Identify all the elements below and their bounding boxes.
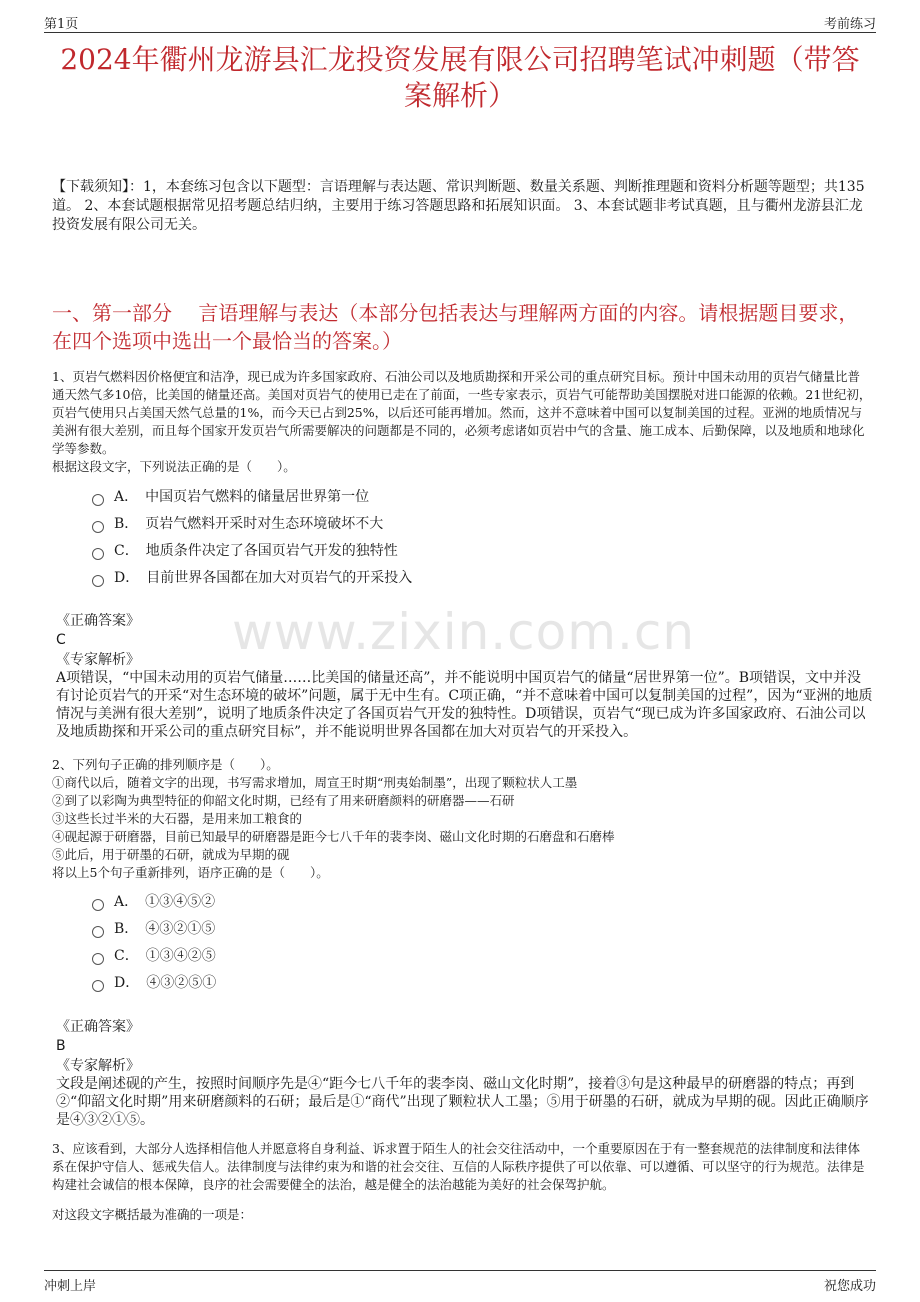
q1-option-b[interactable]: [92, 511, 412, 538]
radio-icon[interactable]: [92, 980, 104, 992]
option-label: D． 目前世界各国都在加大对页岩气的开采投入: [114, 570, 413, 586]
answer-label: 《正确答案》: [56, 613, 140, 629]
page-header: [44, 10, 876, 33]
question-2-answer: [56, 1018, 874, 1129]
q1-option-a[interactable]: [92, 484, 412, 511]
question-1-prompt: 根据这段文字，下列说法正确的是（ ）。: [52, 459, 296, 474]
question-3-prompt: 对这段文字概括最为准确的一项是：: [52, 1207, 253, 1222]
question-3: [52, 1140, 872, 1224]
q2-line: ④砚起源于研磨器，目前已知最早的研磨器是距今七八千年的裴李岗、磁山文化时期的石磨盘和石磨棒: [52, 829, 615, 844]
q2-line: ③这些长过半米的大石器，是用来加工粮食的: [52, 811, 303, 826]
q2-line: 将以上5个句子重新排列，语序正确的是（ ）。: [52, 865, 329, 880]
q2-option-d[interactable]: [92, 970, 216, 997]
q2-option-b[interactable]: [92, 916, 216, 943]
question-2-options: [92, 889, 216, 997]
analysis-text: A项错误，“中国未动用的页岩气储量……比美国的储量还高”，并不能说明中国页岩气的储量“居世界第一位”。B项错误，文中并没有讨论页岩气的开采“对生态环境的破坏”问题，属于无中生有。C项正确，“并不意味着中国可以复制美国的过程”，因为“亚洲的地质情况与美洲有很大差别”，说明了地质条件决定了各国页岩气开发的独特性。D项错误，页岩气“现已成为许多国家政府、石油公司以及地质勘探和开采公司的重点研究目标”，并不能说明世界各国都在加大对页岩气的开采投入。: [56, 670, 873, 740]
page-number: 第1页: [44, 17, 79, 32]
question-2: [52, 756, 872, 882]
q1-option-c[interactable]: [92, 538, 412, 565]
q2-line: 2、下列句子正确的排列顺序是（ ）。: [52, 757, 279, 772]
radio-icon[interactable]: [92, 926, 104, 938]
page-footer: [44, 1270, 876, 1295]
radio-icon[interactable]: [92, 494, 104, 506]
analysis-label: 《专家解析》: [56, 652, 140, 668]
option-label: B． 页岩气燃料开采时对生态环境破坏不大: [114, 516, 384, 532]
question-1-text: 1、页岩气燃料因价格便宜和洁净，现已成为许多国家政府、石油公司以及地质勘探和开采公司的重点研究目标。预计中国未动用的页岩气储量比普通天然气多10倍，比美国的储量还高。美国对页岩气的使用已走在了前面，一些专家表示，页岩气可能帮助美国摆脱对进口能源的依赖。21世纪初，页岩气使用只占美国天然气总量的1%，而今天已占到25%，以后还可能再增加。然而，这并不意味着中国可以复制美国的过程。亚洲的地质情况与美洲有很大差别，而且每个国家开发页岩气所需要解决的问题都是不同的，必须考虑诸如页岩中气的含量、施工成本、后勤保障，以及地质和地球化学等参数。: [52, 369, 872, 456]
q2-option-c[interactable]: [92, 943, 216, 970]
option-label: A． ①③④⑤②: [114, 894, 216, 910]
option-label: C． ①③④②⑤: [114, 948, 216, 964]
radio-icon[interactable]: [92, 899, 104, 911]
watermark: www.zixin.com.cn: [232, 603, 696, 661]
question-1: [52, 368, 872, 476]
radio-icon[interactable]: [92, 953, 104, 965]
footer-right: 祝您成功: [823, 1279, 876, 1294]
footer-left: 冲刺上岸: [44, 1279, 97, 1294]
document-title: 2024年衢州龙游县汇龙投资发展有限公司招聘笔试冲刺题（带答案解析）: [60, 43, 860, 112]
radio-icon[interactable]: [92, 521, 104, 533]
question-3-text: 3、应该看到，大部分人选择相信他人并愿意将自身利益、诉求置于陌生人的社会交往活动中，一个重要原因在于有一整套规范的法律制度和法律体系在保护守信人、惩戒失信人。法律制度与法律约束为和谐的社会交往、互信的人际秩序提供了可以依靠、可以遵循、可以坚守的行为规范。法律是构建社会诚信的根本保障，良序的社会需要健全的法治，越是健全的法治越能为美好的社会保驾护航。: [52, 1141, 865, 1192]
radio-icon[interactable]: [92, 548, 104, 560]
header-tag: 考前练习: [823, 17, 876, 32]
q1-option-d[interactable]: [92, 565, 412, 592]
option-label: C． 地质条件决定了各国页岩气开发的独特性: [114, 543, 398, 559]
option-label: B． ④③②①⑤: [114, 921, 216, 937]
section-heading: 一、第一部分 言语理解与表达（本部分包括表达与理解两方面的内容。请根据题目要求，在四个选项中选出一个最恰当的答案。）: [52, 301, 859, 353]
question-1-options: [92, 484, 412, 592]
radio-icon[interactable]: [92, 575, 104, 587]
analysis-text: 文段是阐述砚的产生，按照时间顺序先是④“距今七八千年的裴李岗、磁山文化时期”，接着③句是这种最早的研磨器的特点；再到②“仰韶文化时期”用来研磨颜料的石研；最后是①“商代”出现了颗粒状人工墨；⑤用于研墨的石研，就成为早期的砚。因此正确顺序是④③②①⑤。: [56, 1076, 869, 1128]
q2-line: ①商代以后，随着文字的出现，书写需求增加，周宣王时期“刑夷始制墨”，出现了颗粒状人工墨: [52, 775, 578, 790]
answer-label: 《正确答案》: [56, 1019, 140, 1035]
option-label: A． 中国页岩气燃料的储量居世界第一位: [114, 489, 370, 505]
answer-value: C: [56, 632, 66, 648]
answer-value: B: [56, 1038, 66, 1054]
analysis-label: 《专家解析》: [56, 1058, 140, 1074]
q2-option-a[interactable]: [92, 889, 216, 916]
download-notice: 【下载须知】：1，本套练习包含以下题型：言语理解与表达题、常识判断题、数量关系题、判断推理题和资料分析题等题型；共135道。 2、本套试题根据常见招考题总结归纳，主要用于练习答题思路和拓展知识面。 3、本套试题非考试真题，且与衢州龙游县汇龙投资发展有限公司无关。: [52, 179, 865, 233]
option-label: D． ④③②⑤①: [114, 975, 217, 991]
q2-line: ⑤此后，用于研墨的石研，就成为早期的砚: [52, 847, 290, 862]
q2-line: ②到了以彩陶为典型特征的仰韶文化时期，已经有了用来研磨颜料的研磨器——石研: [52, 793, 515, 808]
